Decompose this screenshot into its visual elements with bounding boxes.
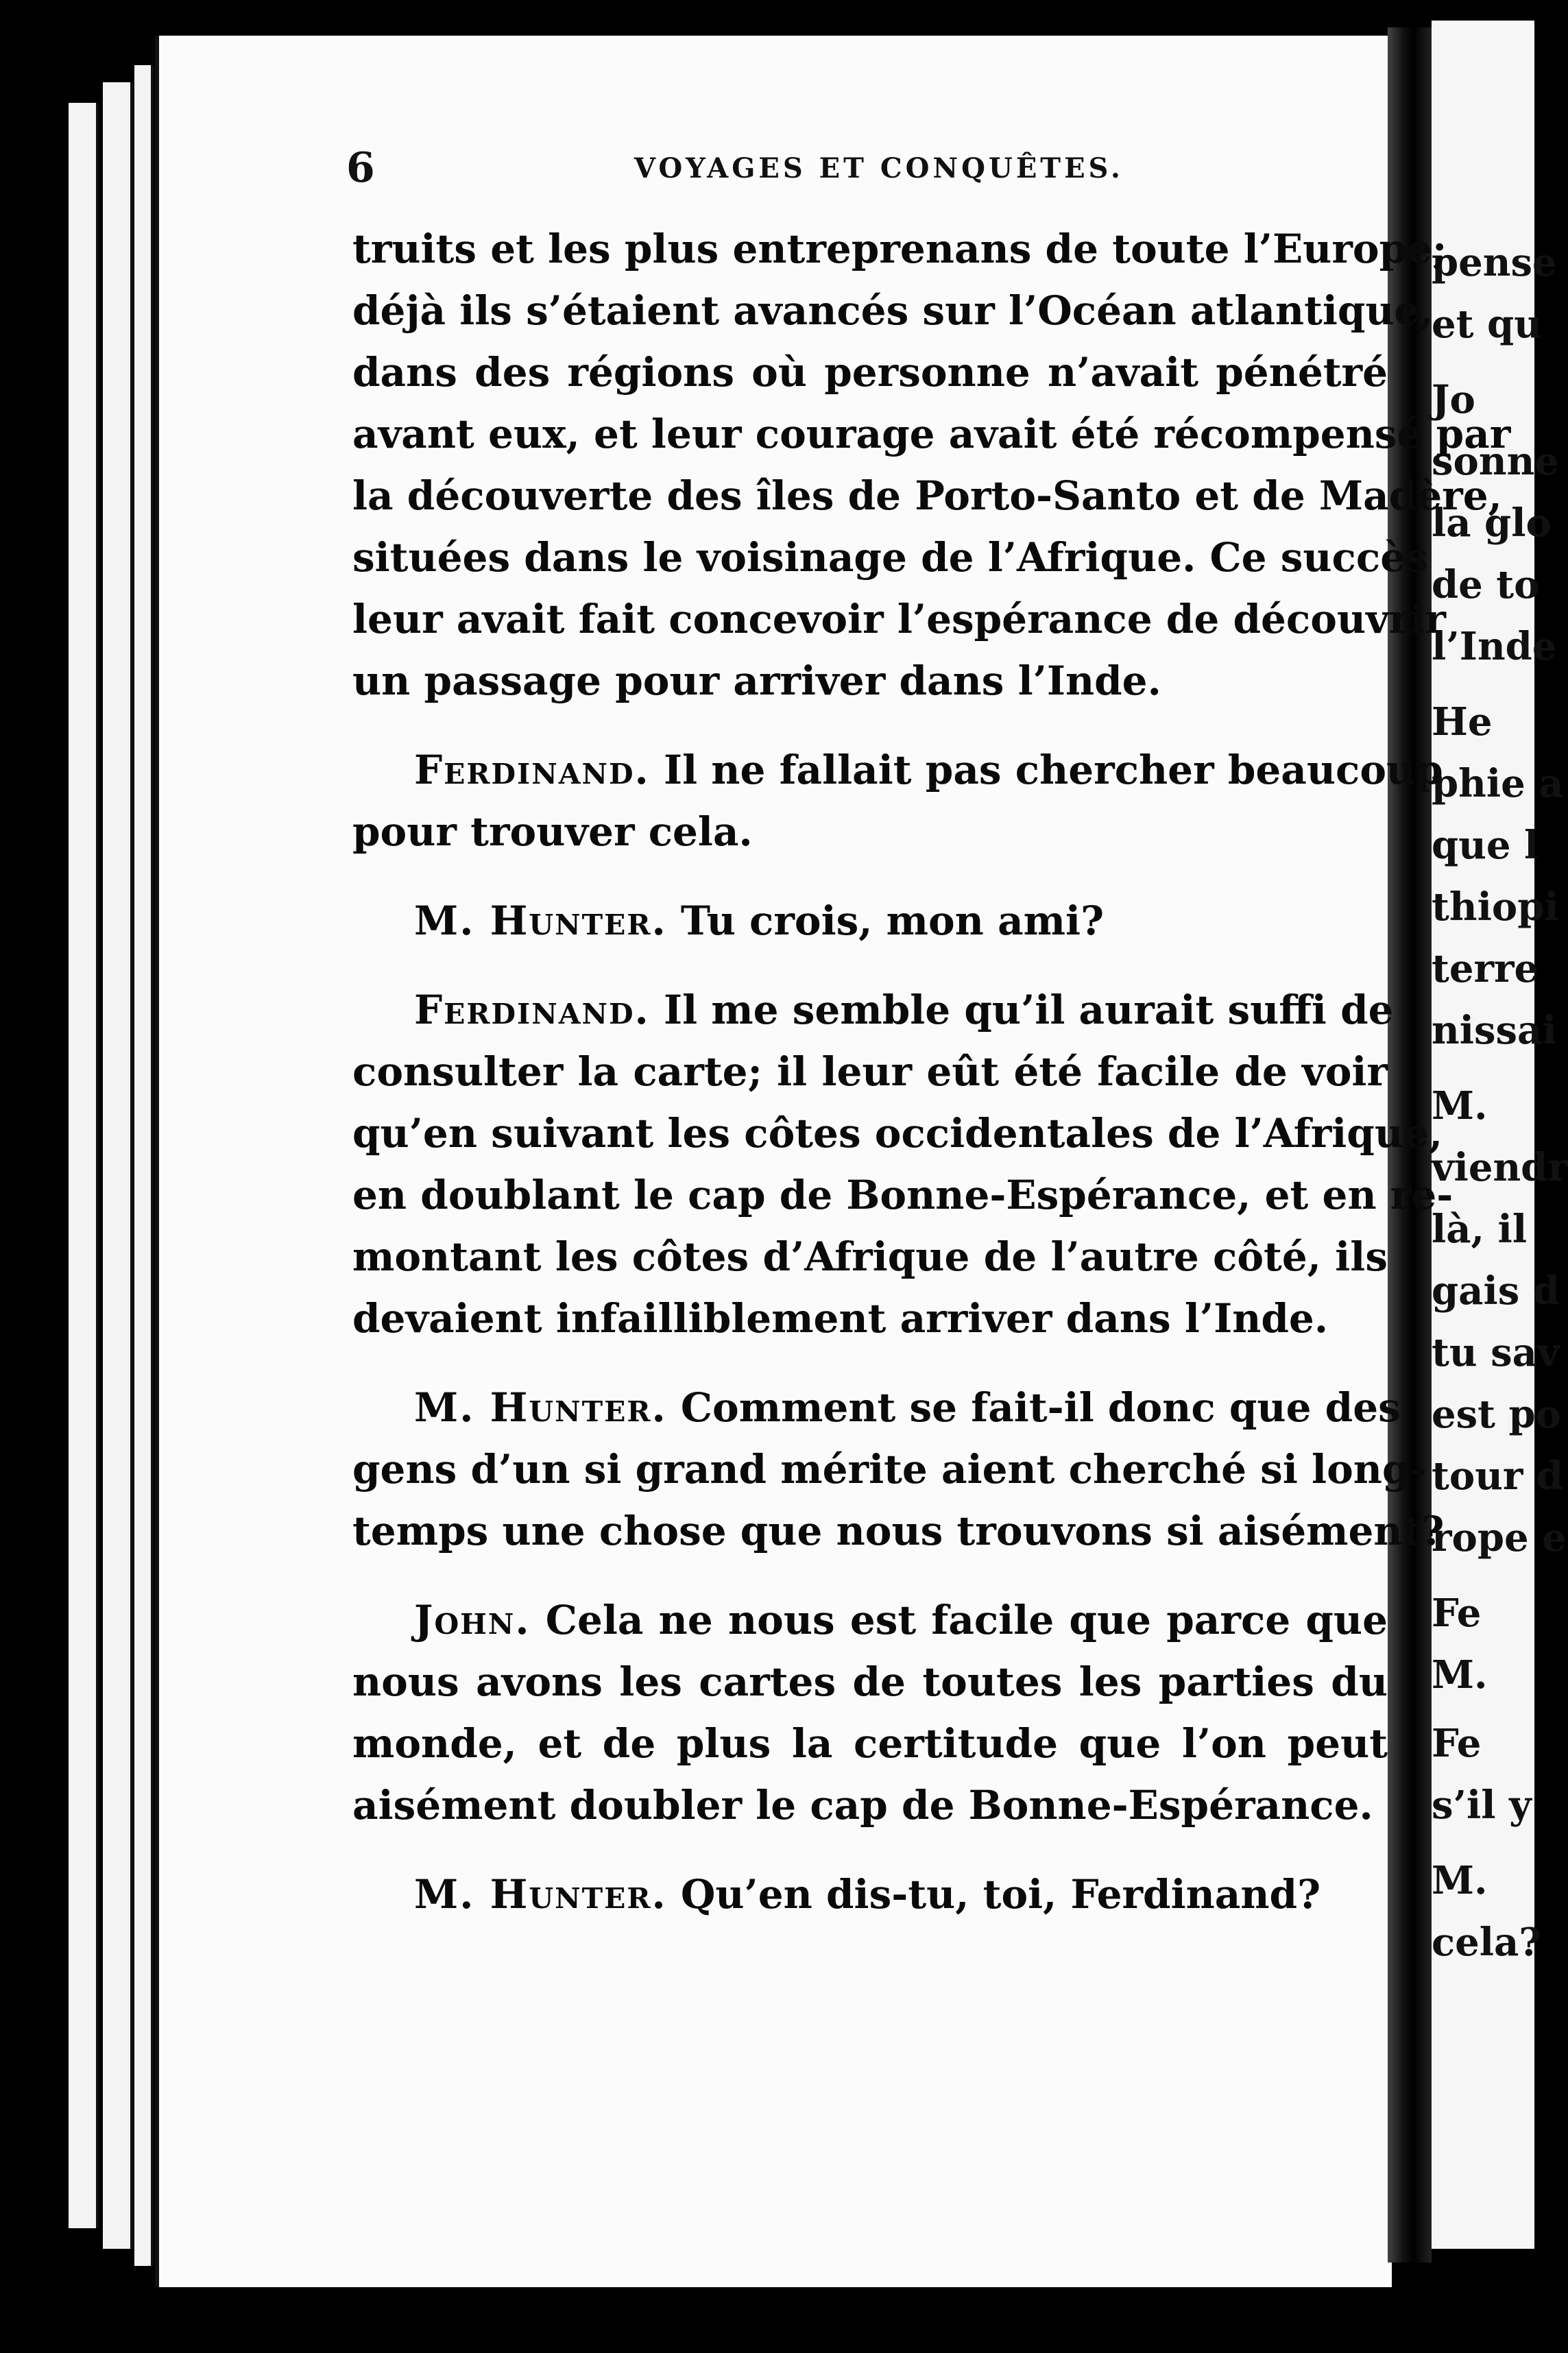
facing-page-fragment: M. xyxy=(1432,1083,1488,1129)
facing-page-fragment: Jo xyxy=(1432,377,1475,422)
facing-page-fragment: terre xyxy=(1432,946,1539,991)
paragraph xyxy=(352,1589,1388,1836)
line-text: situées dans le voisinage de l’Afrique. Ce succès xyxy=(352,534,1428,581)
speaker-name: Ferdinand. xyxy=(414,987,650,1033)
paragraph xyxy=(352,1863,1388,1925)
text-line xyxy=(352,890,1388,952)
line-text: en doublant le cap de Bonne-Espérance, et en re- xyxy=(352,1172,1454,1218)
facing-page-fragment: M. xyxy=(1432,1858,1488,1903)
text-line xyxy=(352,280,1434,341)
facing-page-fragment: sonne xyxy=(1432,439,1559,484)
text-line xyxy=(352,1863,1388,1925)
facing-page-fragment: rope e xyxy=(1432,1515,1567,1560)
line-text: Il ne fallait pas chercher beaucoup xyxy=(663,747,1443,793)
line-text: Il me semble qu’il aurait suffi de xyxy=(663,987,1394,1033)
line-text: la découverte des îles de Porto-Santo et de Madère, xyxy=(352,472,1502,519)
text-line xyxy=(352,979,1394,1041)
paragraph xyxy=(352,1377,1445,1562)
text-line xyxy=(352,1774,1388,1836)
text-line xyxy=(352,1438,1427,1500)
line-text: truits et les plus entreprenans de toute l’Europe; xyxy=(352,226,1447,272)
text-line xyxy=(352,527,1428,588)
speaker-name: Ferdinand. xyxy=(414,747,650,793)
facing-page-fragment: la glo xyxy=(1432,500,1552,546)
facing-page-fragment: s’il y xyxy=(1432,1783,1532,1828)
text-line xyxy=(352,1041,1388,1102)
speaker-name: M. Hunter. xyxy=(414,1384,667,1431)
facing-page xyxy=(1432,21,1568,2249)
text-line xyxy=(352,588,1446,650)
facing-page-fragment: thiopi xyxy=(1432,884,1559,930)
line-text: montant les côtes d’Afrique de l’autre côté, ils xyxy=(352,1233,1388,1280)
text-line xyxy=(352,1164,1454,1226)
facing-page-fragment: Fe xyxy=(1432,1721,1482,1766)
facing-page-fragment: He xyxy=(1432,699,1493,745)
facing-page-fragment: phie a xyxy=(1432,761,1564,806)
text-line xyxy=(352,739,1443,801)
line-text: Comment se fait-il donc que des xyxy=(680,1384,1401,1431)
page-stack-edge xyxy=(134,65,154,2266)
speaker-name: M. Hunter. xyxy=(414,1871,667,1918)
line-text: Cela ne nous est facile que parce que xyxy=(545,1597,1388,1643)
line-text: gens d’un si grand mérite aient cherché si long- xyxy=(352,1446,1427,1493)
facing-page-fragment: viendr xyxy=(1432,1145,1568,1190)
facing-page-fragment: nissai xyxy=(1432,1008,1557,1053)
line-text: pour trouver cela. xyxy=(352,808,753,855)
line-text: Qu’en dis-tu, toi, Ferdinand? xyxy=(680,1871,1321,1918)
facing-page-fragment: M. xyxy=(1432,1652,1488,1698)
facing-page-fragment: de to xyxy=(1432,562,1540,607)
facing-page-fragment: tour d xyxy=(1432,1453,1564,1499)
facing-page-fragment: et qu xyxy=(1432,302,1542,347)
text-line xyxy=(352,218,1447,280)
page-number: 6 xyxy=(346,144,375,192)
line-text: déjà ils s’étaient avancés sur l’Océan atlantique, xyxy=(352,287,1434,334)
line-text: devaient infailliblement arriver dans l’Inde. xyxy=(352,1295,1329,1342)
text-line xyxy=(352,403,1511,465)
facing-page-fragment: pense xyxy=(1432,240,1557,285)
paragraph xyxy=(352,739,1443,862)
page-stack-edge xyxy=(103,82,133,2249)
line-text: temps une chose que nous trouvons si aisément? xyxy=(352,1508,1445,1554)
line-text: Tu crois, mon ami? xyxy=(680,897,1105,944)
running-head: VOYAGES ET CONQUÊTES. xyxy=(634,152,1124,184)
text-line xyxy=(352,1226,1388,1288)
speaker-name: John. xyxy=(414,1597,531,1643)
speaker-name: M. Hunter. xyxy=(414,897,667,944)
line-text: consulter la carte; il leur eût été facile de voir xyxy=(352,1048,1388,1095)
facing-page-fragment: là, il xyxy=(1432,1207,1528,1252)
line-text: aisément doubler le cap de Bonne-Espérance. xyxy=(352,1782,1373,1829)
text-line xyxy=(352,1589,1388,1651)
line-text: nous avons les cartes de toutes les parties du xyxy=(352,1658,1388,1705)
text-line xyxy=(352,1500,1445,1562)
facing-page-fragment: gais d xyxy=(1432,1268,1560,1314)
line-text: avant eux, et leur courage avait été récompensé par xyxy=(352,411,1511,457)
text-line xyxy=(352,1102,1443,1164)
facing-page-fragment: que l xyxy=(1432,823,1539,868)
text-line xyxy=(352,465,1502,527)
facing-page-fragment: est po xyxy=(1432,1392,1562,1437)
line-text: qu’en suivant les côtes occidentales de l’Afrique, xyxy=(352,1110,1443,1157)
text-line xyxy=(352,1377,1401,1438)
text-line xyxy=(352,650,1388,712)
facing-page-fragment: cela? xyxy=(1432,1920,1542,1965)
page-stack-edge xyxy=(69,103,99,2228)
line-text: dans des régions où personne n’avait pénétré xyxy=(352,349,1388,396)
text-line xyxy=(352,1288,1388,1349)
line-text: monde, et de plus la certitude que l’on peut xyxy=(352,1720,1388,1767)
paragraph xyxy=(352,979,1454,1349)
paragraph xyxy=(352,890,1388,952)
text-line xyxy=(352,341,1388,403)
facing-page-fragment: tu sav xyxy=(1432,1330,1560,1375)
text-line xyxy=(352,1713,1388,1774)
line-text: un passage pour arriver dans l’Inde. xyxy=(352,657,1161,704)
text-line xyxy=(352,801,1388,862)
facing-page-fragment: Fe xyxy=(1432,1591,1482,1636)
line-text: leur avait fait concevoir l’espérance de découvrir xyxy=(352,596,1446,642)
text-line xyxy=(352,1651,1388,1713)
facing-page-fragment: l’Inde xyxy=(1432,624,1557,669)
